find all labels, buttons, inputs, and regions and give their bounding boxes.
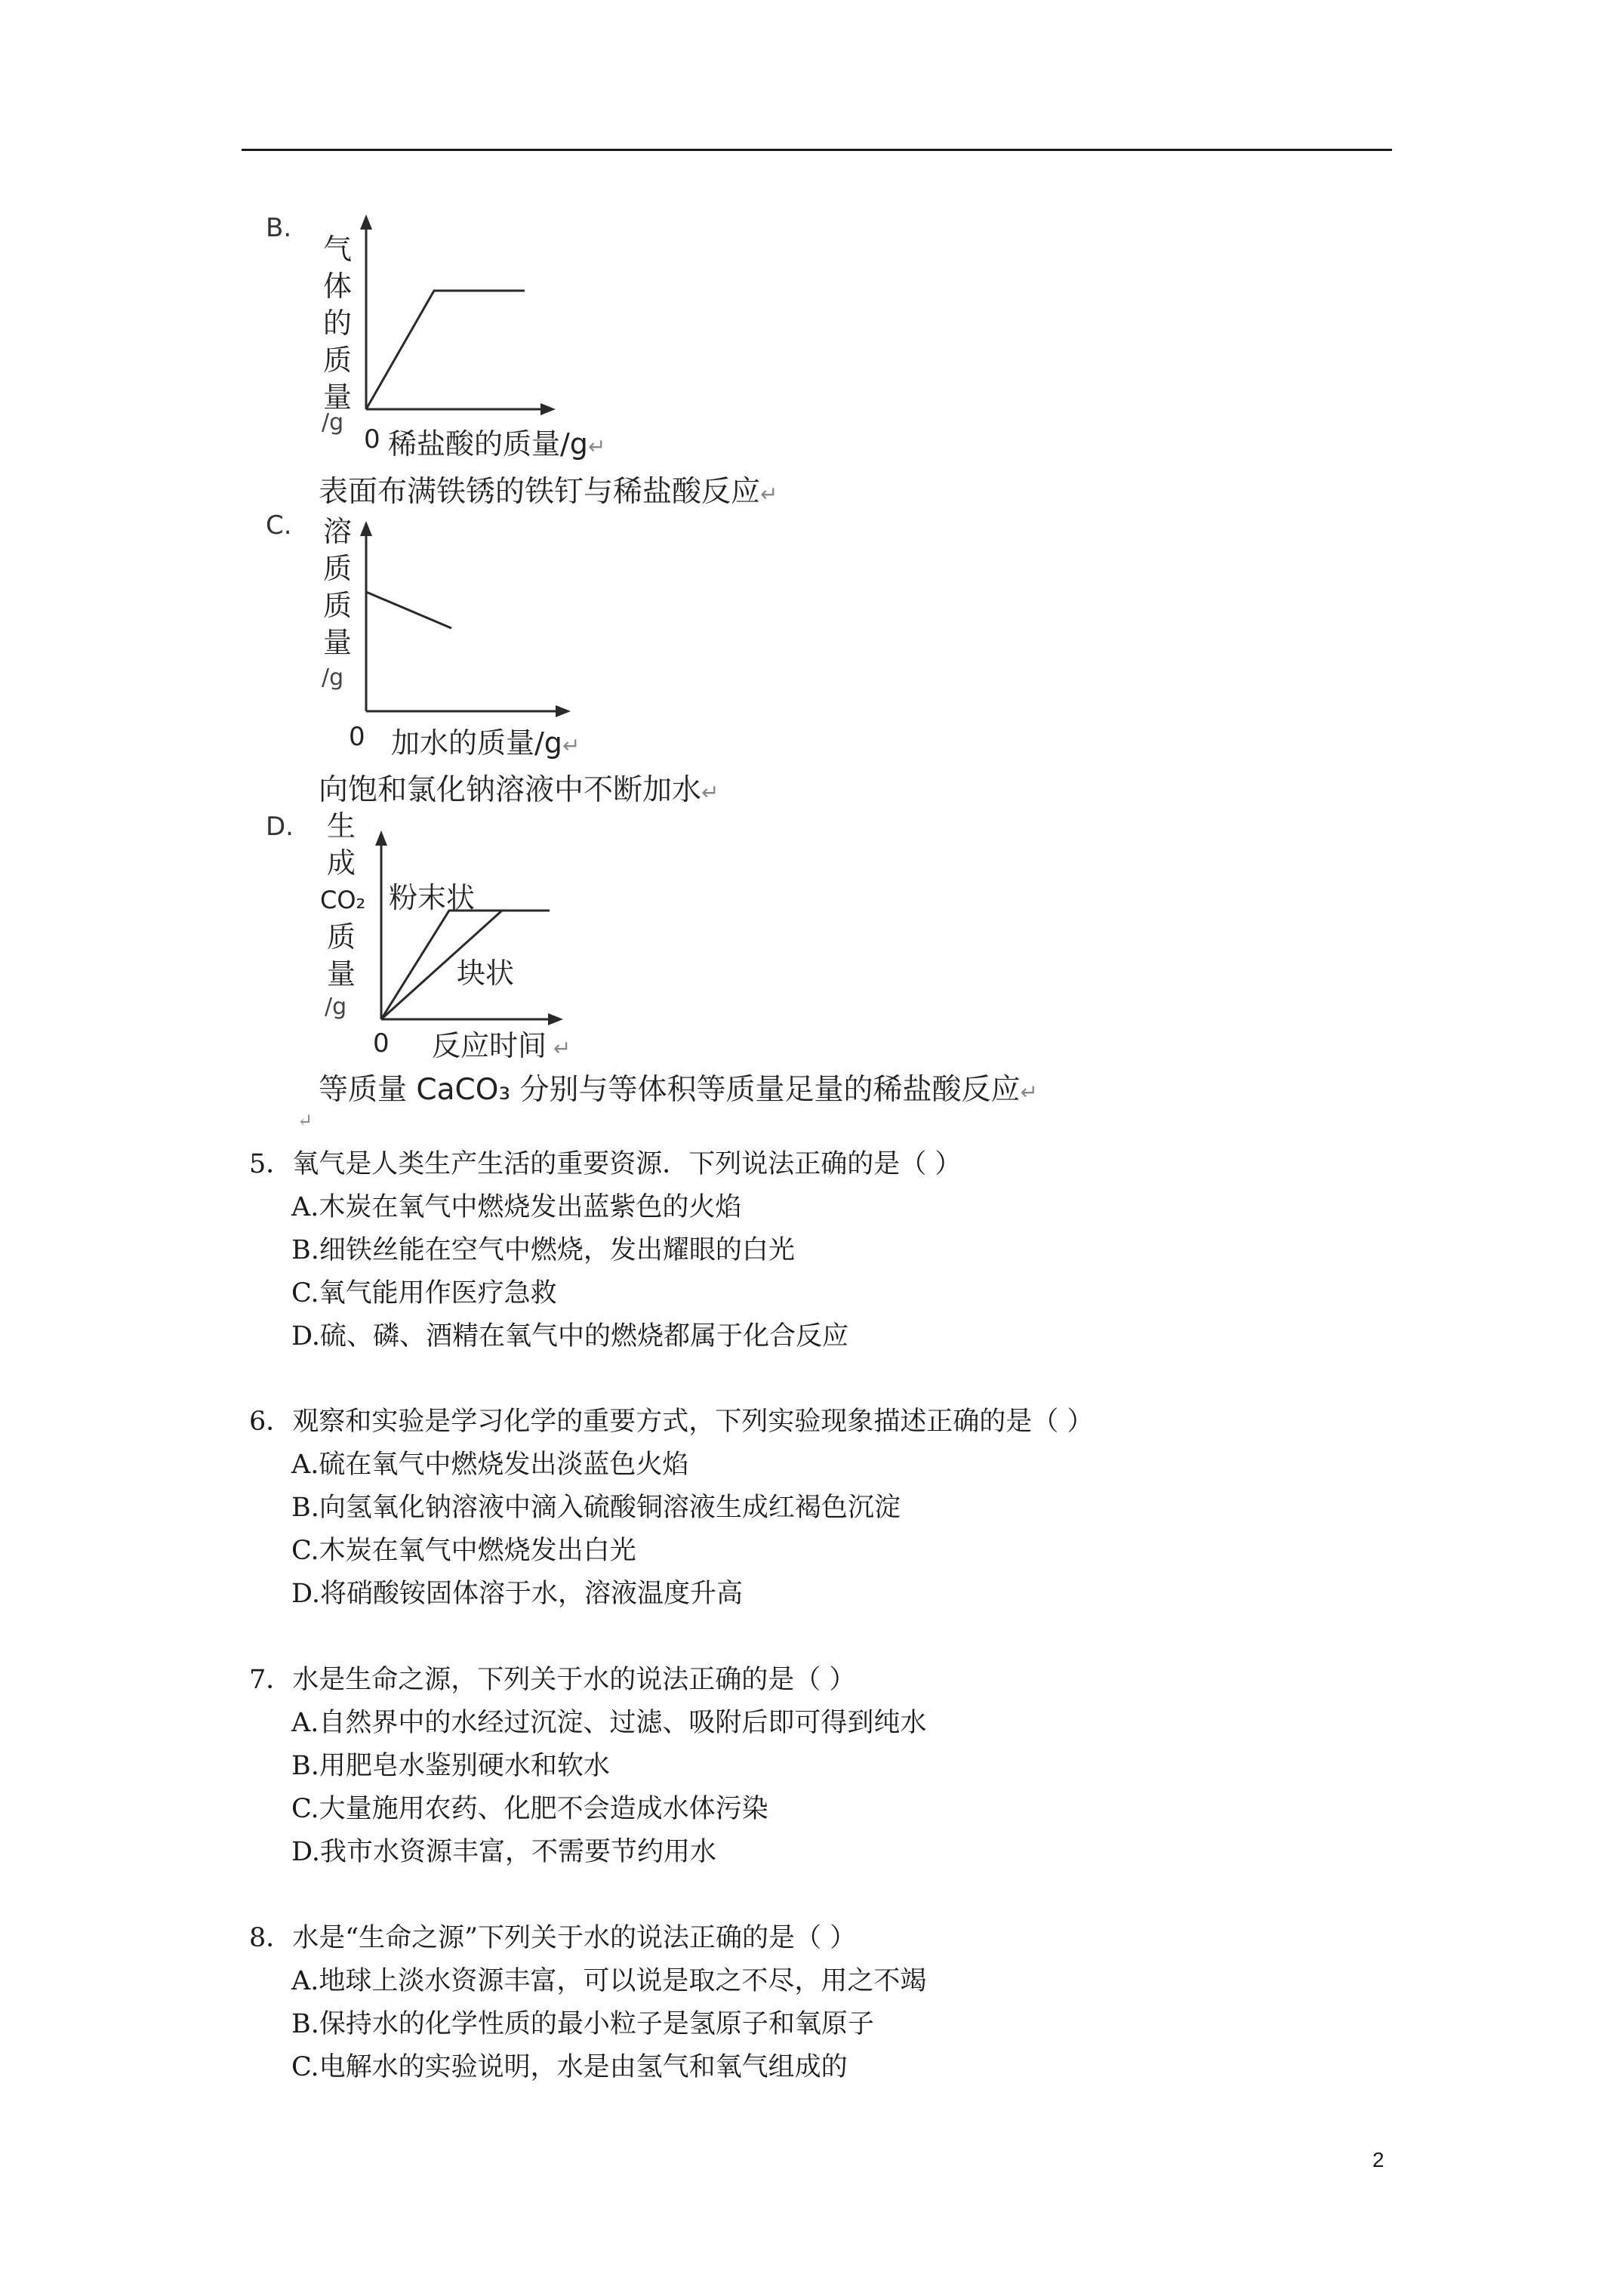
question-6-option-a: A.硫在氧气中燃烧发出淡蓝色火焰	[291, 1450, 689, 1480]
graph-d-origin: 0	[373, 1028, 390, 1059]
graph-d-y-unit: /g	[325, 994, 347, 1020]
question-7-option-b: B.用肥皂水鉴别硬水和软水	[291, 1751, 610, 1781]
graph-b-y-char: 量	[322, 381, 352, 414]
question-6-option-d: D.将硝酸铵固体溶于水，溶液温度升高	[291, 1579, 743, 1609]
graph-c-y-label	[320, 513, 355, 661]
graph-c-y-char: 量	[322, 626, 352, 659]
graph-c-x-label: 加水的质量/g↵	[391, 726, 581, 760]
question-6-stem: 6．观察和实验是学习化学的重要方式，下列实验现象描述正确的是（ ）	[249, 1407, 1094, 1437]
graph-b-y-char: 体	[322, 270, 352, 303]
graph-c-y-char: 溶	[322, 515, 352, 548]
graph-d-y-label	[320, 808, 366, 993]
question-5-option-d: D.硫、磷、酒精在氧气中的燃烧都属于化合反应	[291, 1321, 848, 1351]
option-letter-b: B.	[266, 213, 292, 243]
option-letter-c: C.	[266, 510, 292, 541]
graph-d-y-char: 量	[326, 957, 356, 991]
page-number: 2	[1372, 2148, 1384, 2171]
option-letter-d: D.	[266, 812, 294, 842]
graph-c-plot	[355, 519, 581, 719]
graph-d-label-powder: 粉末状	[389, 881, 476, 914]
question-8-stem: 8．水是“生命之源”下列关于水的说法正确的是（ ）	[249, 1923, 857, 1953]
question-8-option-a: A.地球上淡水资源丰富，可以说是取之不尽，用之不竭	[291, 1966, 927, 1996]
question-8-option-c: C.电解水的实验说明，水是由氢气和氧气组成的	[291, 2052, 848, 2082]
graph-d-y-char: 质	[326, 920, 356, 954]
graph-b-origin: 0	[364, 424, 380, 455]
graph-c-y-char: 质	[322, 552, 352, 585]
question-7-option-d: D.我市水资源丰富，不需要节约用水	[291, 1837, 716, 1867]
question-5-option-c: C.氧气能用作医疗急救	[291, 1278, 557, 1308]
header-rule	[242, 149, 1392, 151]
graph-b-curve	[366, 291, 525, 409]
graph-b-y-char: 气	[322, 233, 352, 266]
graph-b-y-unit: /g	[322, 409, 344, 436]
graph-c-y-char: 质	[322, 589, 352, 622]
graph-b-y-arrow	[360, 214, 372, 230]
graph-b-y-char: 质	[322, 344, 352, 377]
graph-c-caption: 向饱和氯化钠溶液中不断加水↵	[319, 773, 719, 807]
question-5-option-b: B.细铁丝能在空气中燃烧，发出耀眼的白光	[291, 1235, 795, 1265]
graph-b-x-label: 稀盐酸的质量/g↵	[388, 427, 606, 461]
graph-d-plot	[370, 829, 574, 1027]
question-6-option-b: B.向氢氧化钠溶液中滴入硫酸铜溶液生成红褐色沉淀	[291, 1493, 901, 1523]
question-5-stem: 5．氧气是人类生产生活的重要资源．下列说法正确的是（ ）	[249, 1149, 962, 1179]
graph-d-y-arrow	[375, 831, 387, 846]
graph-c-origin: 0	[349, 722, 365, 752]
graph-c-curve	[366, 592, 451, 628]
question-7-option-c: C.大量施用农药、化肥不会造成水体污染	[291, 1794, 768, 1824]
graph-c-x-arrow	[556, 705, 571, 717]
graph-d-y-char: 成	[326, 846, 356, 880]
question-7-stem: 7．水是生命之源，下列关于水的说法正确的是（ ）	[249, 1665, 856, 1695]
graph-d-y-char: CO₂	[320, 886, 366, 914]
graph-b-y-label	[320, 231, 355, 416]
graph-d-x-label: 反应时间 ↵	[432, 1029, 571, 1062]
graph-d-label-block: 块状	[457, 957, 515, 990]
graph-d-y-char: 生	[326, 809, 356, 843]
question-5-option-a: A.木炭在氧气中燃烧发出蓝紫色的火焰	[291, 1192, 742, 1222]
paragraph-mark: ↵	[297, 1110, 313, 1131]
graph-b-plot	[355, 213, 566, 417]
graph-c-y-unit: /g	[322, 664, 344, 691]
question-8-option-b: B.保持水的化学性质的最小粒子是氢原子和氧原子	[291, 2009, 874, 2039]
question-7-option-a: A.自然界中的水经过沉淀、过滤、吸附后即可得到纯水	[291, 1708, 927, 1738]
graph-b-caption: 表面布满铁锈的铁钉与稀盐酸反应↵	[319, 475, 778, 509]
graph-b-x-arrow	[540, 403, 556, 415]
graph-b-y-char: 的	[322, 307, 352, 340]
question-6-option-c: C.木炭在氧气中燃烧发出白光	[291, 1536, 636, 1566]
graph-c-y-arrow	[360, 521, 372, 536]
graph-d-caption: 等质量 CaCO₃ 分别与等体积等质量足量的稀盐酸反应↵	[319, 1073, 1038, 1107]
